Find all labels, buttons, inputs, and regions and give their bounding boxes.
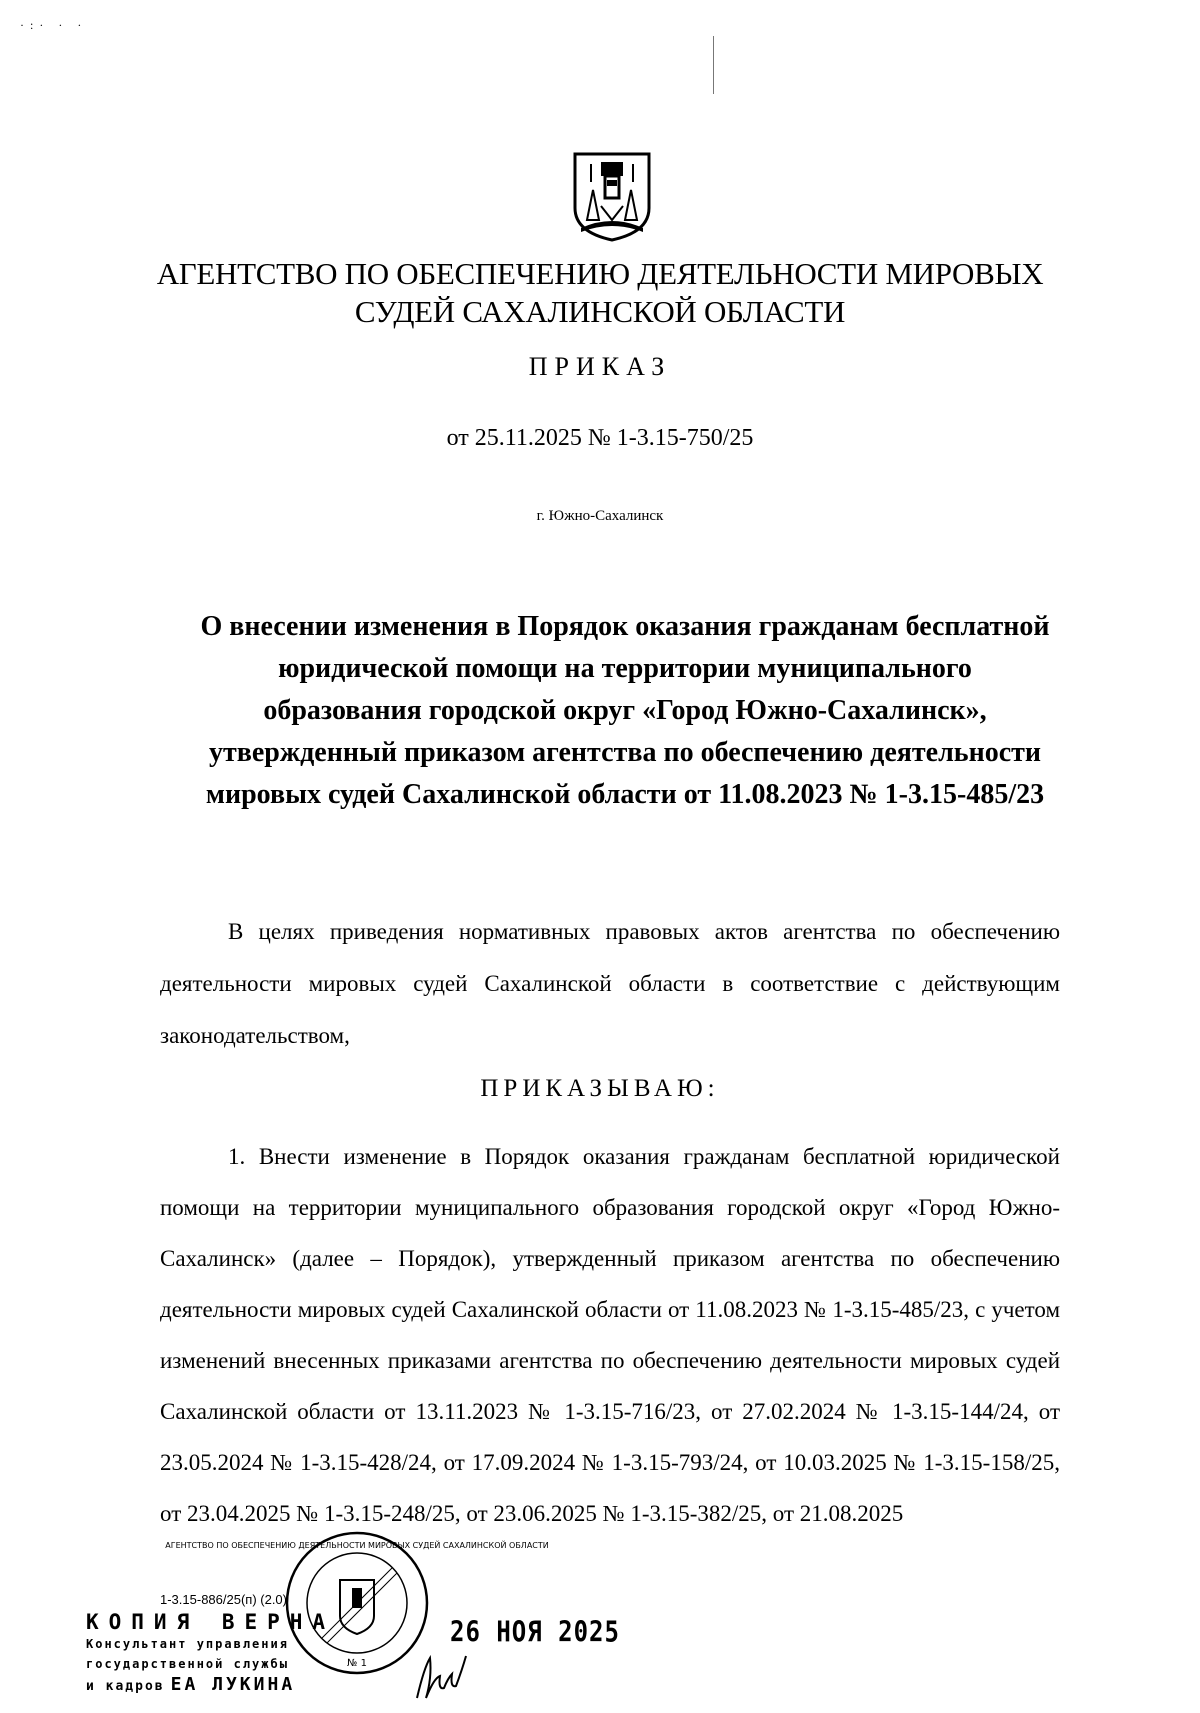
preamble-paragraph: В целях приведения нормативных правовых актов агентства по обеспечению деятельности мировых судей Сахалинской области в соответствие с действующим законодательством, — [160, 919, 1060, 1048]
coat-of-arms-emblem — [571, 150, 653, 242]
clause-1-paragraph: 1. Внести изменение в Порядок оказания гражданам бесплатной юридической помощи на территории муниципального образования городской округ «Город Южно-Сахалинск» (далее – Порядок), утвержденный приказом агентства по обеспечению деятельности мировых судей Сахалинской области от 11.08.2023 № 1-3.15-485/23, с учетом изменений внесенных приказами агентства по обеспечению деятельности мировых судей Сахалинской области от 13.11.2023 № 1-3.15-716/23, от 27.02.2024 № 1-3.15-144/24, от 23.05.2024 № 1-3.15-428/24, от 17.09.2024 № 1-3.15-793/24, от 10.03.2025 № 1-3.15-158/25, от 23.04.2025 № 1-3.15-248/25, от 23.06.2025 № 1-3.15-382/25, от 21.08.2025 — [160, 1144, 1060, 1526]
order-heading: ПРИКАЗЫВАЮ: — [480, 1075, 720, 1102]
document-footnote: 1-3.15-886/25(п) (2.0) — [160, 1592, 287, 1607]
seal-text: АГЕНТСТВО ПО ОБЕСПЕЧЕНИЮ ДЕЯТЕЛЬНОСТИ МИРОВЫХ СУДЕЙ САХАЛИНСКОЙ ОБЛАСТИ — [165, 1541, 549, 1550]
organization-line-2: СУДЕЙ САХАЛИНСКОЙ ОБЛАСТИ — [354, 294, 846, 329]
scan-noise: ·:· · · — [20, 18, 88, 32]
document-type: ПРИКАЗ — [528, 352, 672, 381]
organization-name — [100, 255, 1100, 331]
copy-stamp-line-2: Консультант управления — [86, 1637, 289, 1651]
certification-date-stamp: 26 НОЯ 2025 — [450, 1615, 620, 1649]
copy-stamp-line-3: государственной службы — [86, 1657, 289, 1671]
copy-stamp-signer-name: ЕА ЛУКИНА — [170, 1674, 296, 1695]
seal-number: № 1 — [347, 1658, 367, 1669]
organization-line-1: АГЕНТСТВО ПО ОБЕСПЕЧЕНИЮ ДЕЯТЕЛЬНОСТИ МИРОВЫХ — [156, 256, 1044, 291]
copy-stamp-position: и кадров — [86, 1679, 165, 1694]
document-city: г. Южно-Сахалинск — [536, 508, 664, 524]
document-title: О внесении изменения в Порядок оказания гражданам бесплатной юридической помощи на территории муниципального образования городской округ «Город Южно-Сахалинск», утвержденный приказом агентства по обеспечению деятельности мировых судей Сахалинской области от 11.08.2023 № 1-3.15-485/23 — [200, 611, 1050, 810]
document-number: от 25.11.2025 № 1-3.15-750/25 — [446, 425, 754, 451]
handwritten-signature — [412, 1648, 472, 1708]
scan-artifact-line — [713, 36, 714, 94]
copy-stamp-line-1: КОПИЯ ВЕРНА — [86, 1610, 336, 1634]
